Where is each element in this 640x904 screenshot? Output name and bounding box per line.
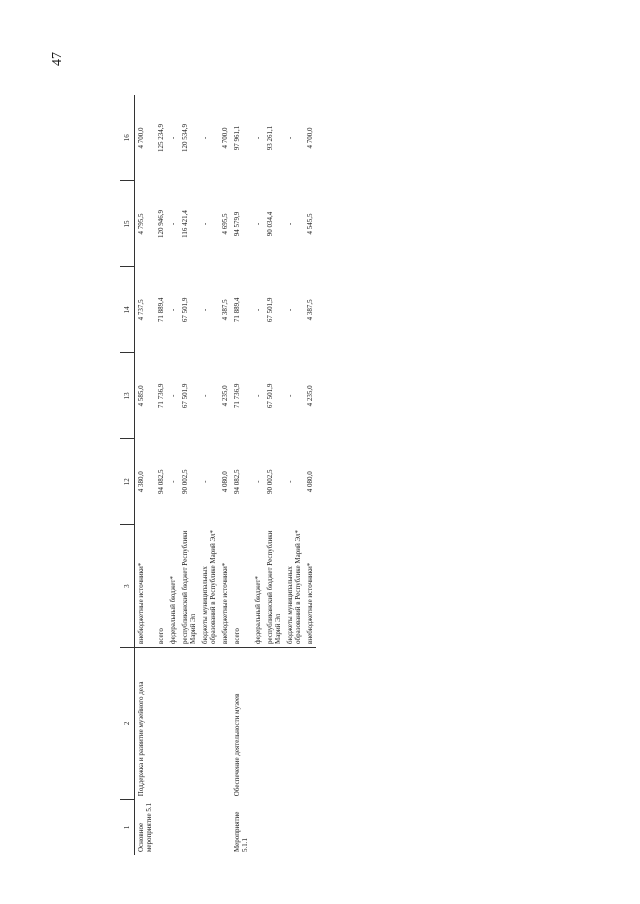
measure-name-cell <box>179 647 199 799</box>
header-cell: 1 <box>120 799 135 855</box>
value-cell: 4 387,5 <box>221 299 230 321</box>
measure-number-cell <box>284 799 304 855</box>
value-cell: 93 261,1 <box>265 125 274 151</box>
measure-name-cell <box>219 647 231 799</box>
funding-source-cell: внебюджетные источники* <box>135 525 156 648</box>
value-cell: - <box>169 480 178 483</box>
value-cell: - <box>253 480 262 483</box>
value-cell: - <box>201 394 210 397</box>
value-cell: - <box>285 394 294 397</box>
funding-source-cell: внебюджетные источники* <box>219 525 231 648</box>
measure-number-cell <box>219 799 231 855</box>
value-cell: 125 234,9 <box>157 124 166 152</box>
measure-number-cell <box>264 799 284 855</box>
value-cell: 4 737,5 <box>137 299 145 321</box>
value-cell: 67 501,9 <box>265 297 274 323</box>
value-cell: 120 534,9 <box>181 124 190 152</box>
funding-source-cell: федеральный бюджет* <box>252 525 264 648</box>
value-cell: 4 080,0 <box>221 471 230 493</box>
value-cell: 94 082,5 <box>157 469 166 494</box>
table-row <box>252 95 264 855</box>
header-cell: 3 <box>120 525 135 648</box>
value-cell: 4 080,0 <box>305 471 314 493</box>
measure-number-cell <box>199 799 219 855</box>
value-cell: 4 795,5 <box>137 213 145 235</box>
value-cell: - <box>201 480 210 483</box>
funding-source-cell: бюджеты муниципальных образований в Республике Марий Эл* <box>199 525 219 648</box>
measure-name-cell <box>252 647 264 799</box>
value-cell: - <box>253 308 262 312</box>
value-cell: - <box>285 136 294 140</box>
value-cell: 4 700,0 <box>137 127 145 149</box>
measure-number-cell <box>167 799 179 855</box>
measure-name-cell <box>199 647 219 799</box>
value-cell: 4 380,0 <box>137 471 145 493</box>
table-row <box>304 95 316 855</box>
measure-name-cell <box>284 647 304 799</box>
header-cell: 2 <box>120 647 135 799</box>
value-cell: 4 700,0 <box>221 127 230 149</box>
measure-number-cell <box>155 799 167 855</box>
funding-source-cell: республиканский бюджет Республики Марий Эл <box>264 525 284 648</box>
funding-source-cell: бюджеты муниципальных образований в Республике Марий Эл* <box>284 525 304 648</box>
table-row <box>219 95 231 855</box>
header-cell: 15 <box>120 181 135 267</box>
value-cell: 90 002,5 <box>181 469 190 494</box>
measure-name-cell <box>155 647 167 799</box>
value-cell: - <box>169 308 178 312</box>
value-cell: 94 082,5 <box>233 469 242 494</box>
measure-name-cell <box>167 647 179 799</box>
funding-source-cell: всего <box>155 525 167 648</box>
table-row <box>179 95 199 855</box>
table-row <box>199 95 219 855</box>
value-cell: 97 961,1 <box>233 125 242 151</box>
funding-source-cell: федеральный бюджет* <box>167 525 179 648</box>
header-row <box>120 95 135 855</box>
header-cell: 14 <box>120 267 135 353</box>
value-cell: 67 501,9 <box>265 383 274 409</box>
header-cell: 16 <box>120 95 135 181</box>
value-cell: - <box>285 308 294 312</box>
measure-name-cell: Обеспечение деятельности музеев <box>233 693 242 797</box>
table-row <box>231 95 251 855</box>
value-cell: - <box>253 394 262 397</box>
table-row <box>135 95 156 855</box>
value-cell: 71 736,9 <box>233 383 242 409</box>
value-cell: 71 889,4 <box>233 297 242 323</box>
value-cell: 4 695,5 <box>221 213 230 235</box>
value-cell: 71 736,9 <box>157 383 166 409</box>
value-cell: 4 700,0 <box>305 127 314 149</box>
value-cell: 67 501,9 <box>181 383 190 409</box>
value-cell: 71 889,4 <box>157 297 166 323</box>
measure-number-cell <box>304 799 316 855</box>
value-cell: 120 946,9 <box>157 209 166 238</box>
funding-source-cell: всего <box>231 525 251 648</box>
value-cell: - <box>253 136 262 140</box>
header-cell: 12 <box>120 439 135 525</box>
value-cell: - <box>201 308 210 312</box>
value-cell: 90 002,5 <box>265 469 274 494</box>
value-cell: 90 034,4 <box>265 211 274 237</box>
value-cell: 94 579,9 <box>233 211 242 237</box>
table-row <box>264 95 284 855</box>
value-cell: 4 545,5 <box>305 213 314 235</box>
value-cell: 4 585,0 <box>137 385 145 407</box>
value-cell: - <box>285 480 294 483</box>
measure-number-cell <box>252 799 264 855</box>
value-cell: 67 501,9 <box>181 297 190 323</box>
header-cell: 13 <box>120 353 135 439</box>
measure-name-cell <box>304 647 316 799</box>
measure-name-cell: Поддержка и развитие музейного дела <box>137 681 145 797</box>
value-cell: 4 235,0 <box>305 385 314 407</box>
budget-table <box>120 95 316 855</box>
value-cell: - <box>253 222 262 226</box>
funding-source-cell: внебюджетные источники* <box>304 525 316 648</box>
value-cell: 4 235,0 <box>221 385 230 407</box>
value-cell: - <box>201 222 210 226</box>
value-cell: - <box>169 222 178 226</box>
page-number: 47 <box>50 52 65 66</box>
measure-number-cell: Мероприятие 5.1.1 <box>233 811 250 852</box>
value-cell: 116 421,4 <box>181 210 190 238</box>
table-row <box>167 95 179 855</box>
measure-name-cell <box>264 647 284 799</box>
value-cell: - <box>285 222 294 226</box>
table-row <box>155 95 167 855</box>
value-cell: 4 387,5 <box>305 299 314 321</box>
funding-source-cell: республиканский бюджет Республики Марий Эл <box>179 525 199 648</box>
measure-number-cell <box>179 799 199 855</box>
value-cell: - <box>169 136 178 140</box>
table-row <box>284 95 304 855</box>
measure-number-cell: Основное мероприятие 5.1 <box>137 802 154 852</box>
budget-table-sheet <box>120 95 615 855</box>
value-cell: - <box>169 394 178 397</box>
value-cell: - <box>201 136 210 140</box>
